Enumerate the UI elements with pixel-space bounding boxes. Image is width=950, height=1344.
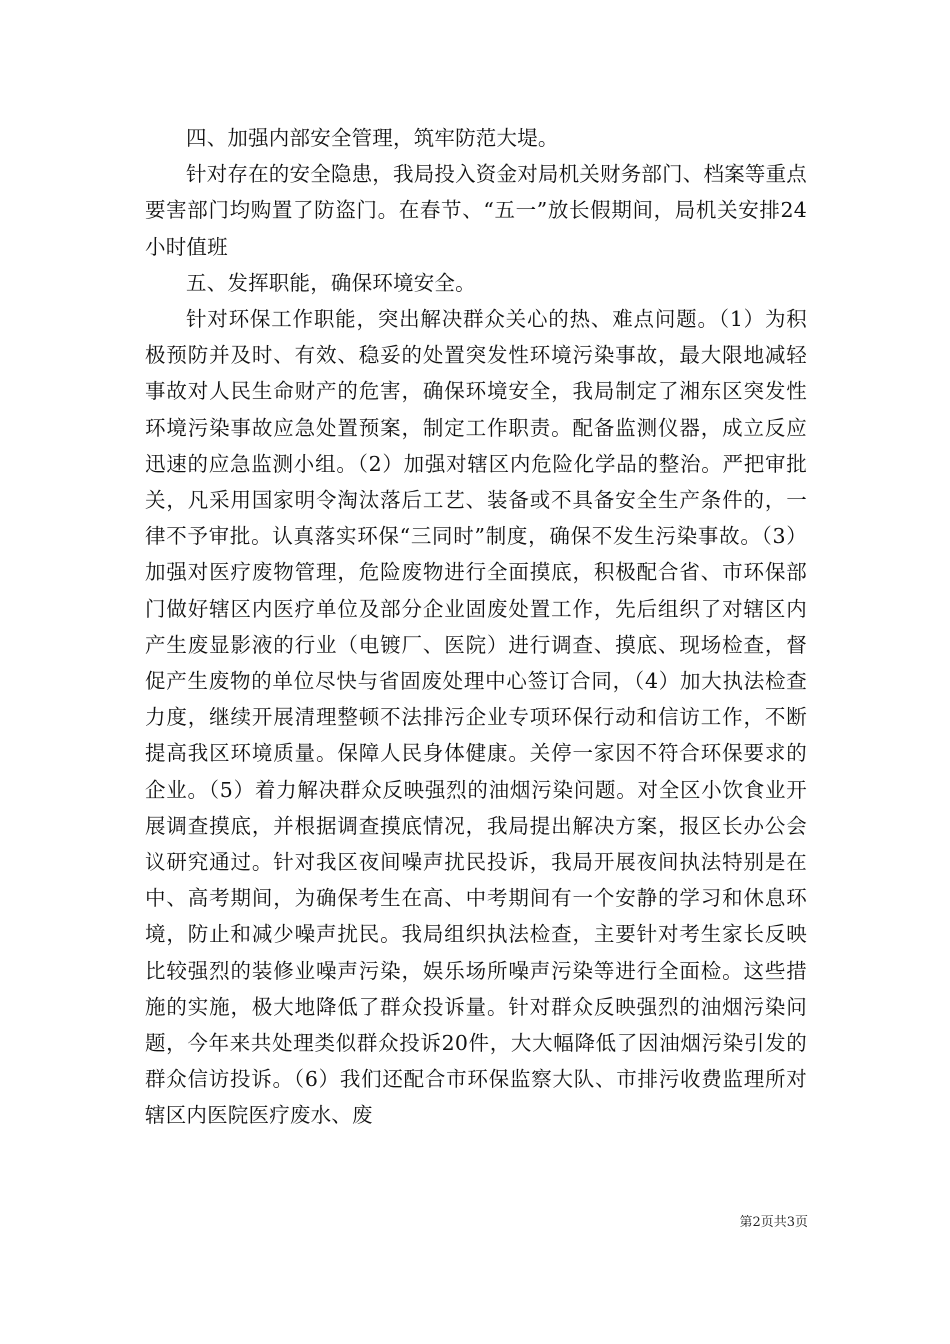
section-heading-four: 四、加强内部安全管理，筑牢防范大堤。 [186, 126, 559, 150]
paragraph-environmental-measures: 针对环保工作职能，突出解决群众关心的热、难点问题。（1）为积极预防并及时、有效、稳妥的处置突发性环境污染事故，最大限地减轻事故对人民生命财产的危害，确保环境安全，我局制定了湘东区突发性环境污染事故应急处置预案，制定工作职责。配备监测仪器，成立反应迅速的应急监测小组。（2）加强对辖区内危险化学品的整治。严把审批关，凡采用国家明令淘汰落后工艺、装备或不具备安全生产条件的，一律不予审批。认真落实环保“三同时”制度，确保不发生污染事故。（3）加强对医疗废物管理，危险废物进行全面摸底，积极配合省、市环保部门做好辖区内医疗单位及部分企业固废处置工作，先后组织了对辖区内产生废显影液的行业（电镀厂、医院）进行调查、摸底、现场检查，督促产生废物的单位尽快与省固废处理中心签订合同，（4）加大执法检查力度，继续开展清理整顿不法排污企业专项环保行动和信访工作，不断提高我区环境质量。保障人民身体健康。关停一家因不符合环保要求的企业。（5）着力解决群众反映强烈的油烟污染问题。对全区小饮食业开展调查摸底，并根据调查摸底情况，我局提出解决方案，报区长办公会议研究通过。针对我区夜间噪声扰民投诉，我局开展夜间执法特别是在中、高考期间，为确保考生在高、中考期间有一个安静的学习和休息环境，防止和减少噪声扰民。我局组织执法检查，主要针对考生家长反映比较强烈的装修业噪声污染，娱乐场所噪声污染等进行全面检。这些措施的实施，极大地降低了群众投诉量。针对群众反映强烈的油烟污染问题，今年来共处理类似群众投诉20件，大大幅降低了因油烟污染引发的群众信访投诉。（6）我们还配合市环保监察大队、市排污收费监理所对辖区内医院医疗废水、废 [145, 307, 807, 1128]
paragraph-security-measures: 针对存在的安全隐患，我局投入资金对局机关财务部门、档案等重点要害部门均购置了防盗门。在春节、“五一”放长假期间，局机关安排24小时值班 [145, 162, 807, 259]
document-body [145, 120, 807, 1134]
section-heading-five: 五、发挥职能，确保环境安全。 [186, 270, 476, 295]
page-number: 第2页共3页 [739, 1215, 808, 1230]
